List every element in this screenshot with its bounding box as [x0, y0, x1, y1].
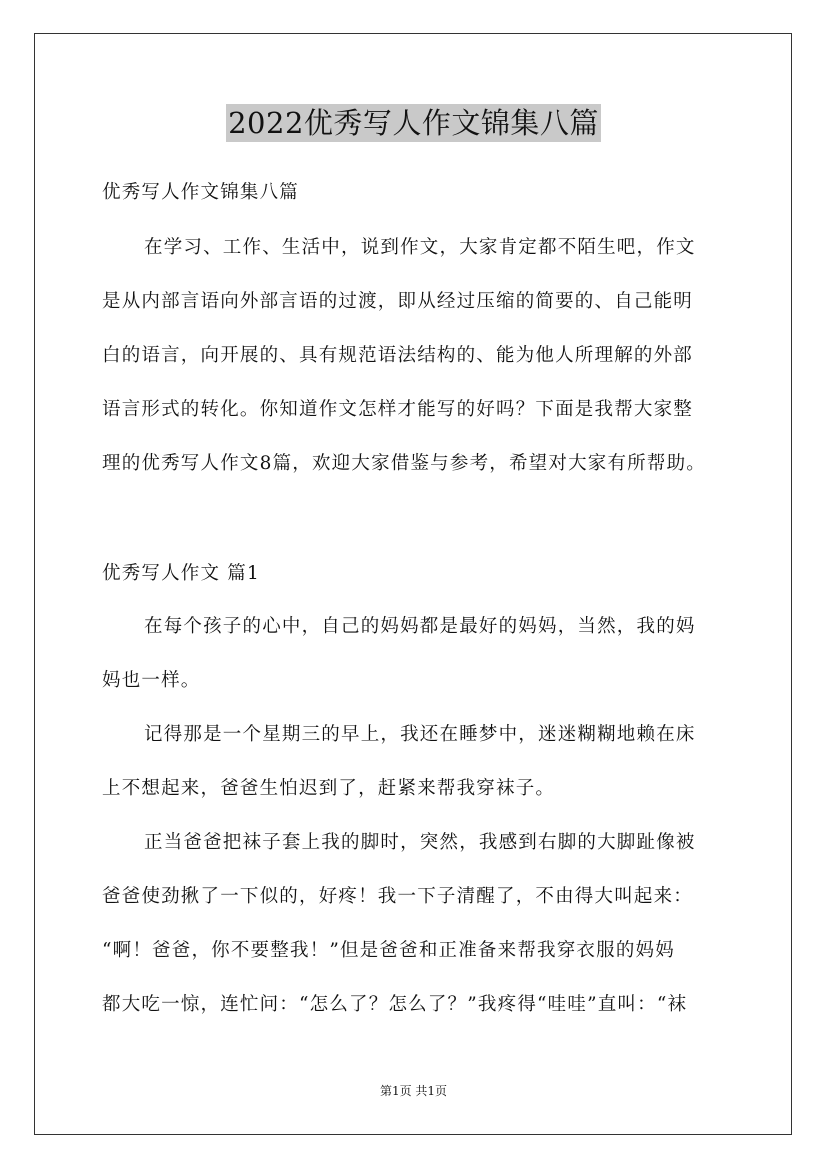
section-line: 都大吃一惊，连忙问：“怎么了？怎么了？”我疼得“哇哇”直叫：“袜: [102, 994, 688, 1015]
page-footer: 第1页 共1页: [379, 1084, 448, 1098]
intro-line: 理的优秀写人作文8篇，欢迎大家借鉴与参考，希望对大家有所帮助。: [102, 453, 706, 474]
section-line: 上不想起来，爸爸生怕迟到了，赶紧来帮我穿袜子。: [102, 778, 556, 799]
section-line: 记得那是一个星期三的早上，我还在睡梦中，迷迷糊糊地赖在床: [144, 724, 696, 745]
document-title: 2022优秀写人作文锦集八篇: [228, 106, 599, 140]
intro-line: 是从内部言语向外部言语的过渡，即从经过压缩的简要的、自己能明: [102, 291, 694, 312]
intro-line: 在学习、工作、生活中，说到作文，大家肯定都不陌生吧，作文: [144, 237, 696, 258]
intro-line: 语言形式的转化。你知道作文怎样才能写的好吗？下面是我帮大家整: [102, 399, 694, 420]
section-line: 正当爸爸把袜子套上我的脚时，突然，我感到右脚的大脚趾像被: [144, 832, 696, 853]
title-container: [0, 104, 827, 142]
section-heading: 优秀写人作文 篇1: [102, 563, 260, 584]
intro-line: 白的语言，向开展的、具有规范语法结构的、能为他人所理解的外部: [102, 345, 694, 366]
section-line: “啊！爸爸，你不要整我！”但是爸爸和正准备来帮我穿衣服的妈妈: [102, 940, 675, 961]
section-line: 在每个孩子的心中，自己的妈妈都是最好的妈妈，当然，我的妈: [144, 616, 696, 637]
section-line: 妈也一样。: [102, 670, 201, 691]
document-subtitle: 优秀写人作文锦集八篇: [102, 182, 300, 203]
section-line: 爸爸使劲揪了一下似的，好疼！我一下子清醒了，不由得大叫起来：: [102, 886, 694, 907]
